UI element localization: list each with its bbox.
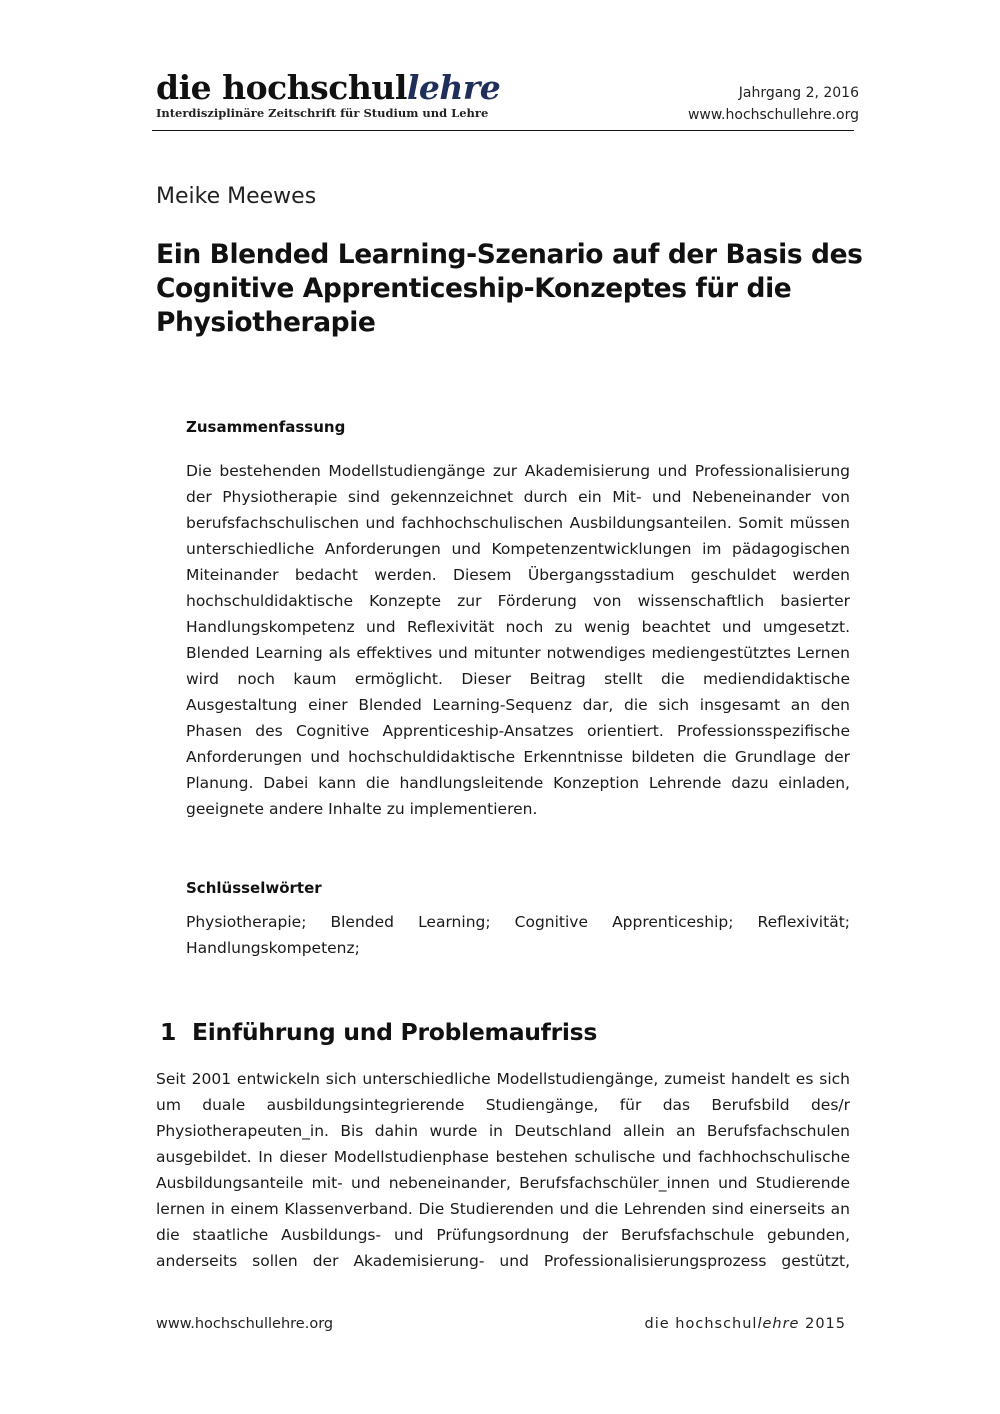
section-title: Einführung und Problemaufriss (192, 1018, 598, 1046)
abstract-line: Miteinander bedacht werden. Diesem Übergangsstadium geschuldet werden (186, 566, 850, 584)
journal-logo (156, 70, 500, 120)
title-line: Physiotherapie (156, 307, 376, 338)
issue-volume: Jahrgang 2, 2016 (738, 85, 859, 101)
footer-journal-plain: die hochschul (644, 1316, 758, 1332)
issue-info (688, 82, 859, 126)
journal-title (156, 70, 500, 106)
body-line: anderseits sollen der Akademisierung- und Professionalisierungsprozess gestützt, (156, 1252, 850, 1270)
abstract-line: Blended Learning als effektives und mitunter notwendiges mediengestütztes Lernen (186, 644, 850, 662)
footer-journal-italic: lehre (757, 1316, 800, 1332)
header-rule (152, 130, 854, 131)
section-body (156, 1066, 850, 1274)
abstract-line: hochschuldidaktische Konzepte zur Förderung von wissenschaftlich basierter (186, 592, 850, 610)
keywords-line: Handlungskompetenz; (186, 939, 360, 957)
body-line: Ausbildungsanteile mit- und nebeneinander, Berufsfachschüler_innen und Studierende (156, 1174, 850, 1192)
header-website[interactable]: www.hochschullehre.org (687, 107, 859, 123)
body-line: lernen in einem Klassenverband. Die Studierenden und die Lehrenden sind einerseits an (156, 1200, 850, 1218)
keywords-line: Physiotherapie; Blended Learning; Cognitive Apprenticeship; Reflexivität; (186, 913, 850, 931)
abstract-line: Handlungskompetenz und Reflexivität noch zu wenig beachtet und umgesetzt. (186, 618, 850, 636)
journal-title-plain: die hochschul (156, 68, 407, 107)
abstract-line: unterschiedliche Anforderungen und Kompetenzentwicklungen im pädagogischen (186, 540, 850, 558)
abstract-body (186, 458, 850, 822)
abstract-line: berufsfachschulischen und fachhochschulischen Ausbildungsanteilen. Somit müssen (186, 514, 850, 532)
journal-title-italic: lehre (406, 68, 501, 107)
abstract-line: der Physiotherapie sind gekennzeichnet durch ein Mit- und Nebeneinander von (186, 488, 850, 506)
title-line: Cognitive Apprenticeship-Konzeptes für die (156, 273, 792, 304)
title-line: Ein Blended Learning-Szenario auf der Basis des (156, 239, 863, 270)
abstract-line: wird noch kaum ermöglicht. Dieser Beitrag stellt die mediendidaktische (186, 670, 850, 688)
body-line: ausgebildet. In dieser Modellstudienphase bestehen schulische und fachhochschulische (156, 1148, 850, 1166)
abstract-line: geeignete andere Inhalte zu implementieren. (186, 800, 538, 818)
body-line: die staatliche Ausbildungs- und Prüfungsordnung der Berufsfachschule gebunden, (156, 1226, 850, 1244)
body-line: Physiotherapeuten_in. Bis dahin wurde in Deutschland allein an Berufsfachschulen (156, 1122, 850, 1140)
keywords-heading: Schlüsselwörter (186, 879, 322, 897)
keywords-body (186, 909, 850, 961)
abstract-line: Anforderungen und hochschuldidaktische Erkenntnisse bildeten die Grundlage der (186, 748, 850, 766)
masthead (156, 70, 859, 132)
footer-journal (645, 1316, 846, 1332)
body-line: um duale ausbildungsintegrierende Studiengänge, für das Berufsbild des/r (156, 1096, 850, 1114)
body-line: Seit 2001 entwickeln sich unterschiedliche Modellstudiengänge, zumeist handelt es sich (156, 1070, 850, 1088)
abstract-heading: Zusammenfassung (186, 418, 346, 436)
section-heading (160, 1018, 597, 1046)
abstract-line: Die bestehenden Modellstudiengänge zur Akademisierung und Professionalisierung (186, 462, 850, 480)
journal-subtitle: Interdisziplinäre Zeitschrift für Studium und Lehre (156, 106, 489, 120)
abstract-line: Ausgestaltung einer Blended Learning-Sequenz dar, die sich insgesamt an den (186, 696, 850, 714)
footer-year: 2015 (805, 1316, 846, 1332)
footer-website[interactable]: www.hochschullehre.org (156, 1316, 334, 1332)
article-author: Meike Meewes (156, 184, 317, 209)
section-number: 1 (160, 1018, 177, 1046)
article-title (156, 238, 866, 340)
abstract-line: Phasen des Cognitive Apprenticeship-Ansatzes orientiert. Professionsspezifische (186, 722, 850, 740)
abstract-line: Planung. Dabei kann die handlungsleitende Konzeption Lehrende dazu einladen, (186, 774, 850, 792)
